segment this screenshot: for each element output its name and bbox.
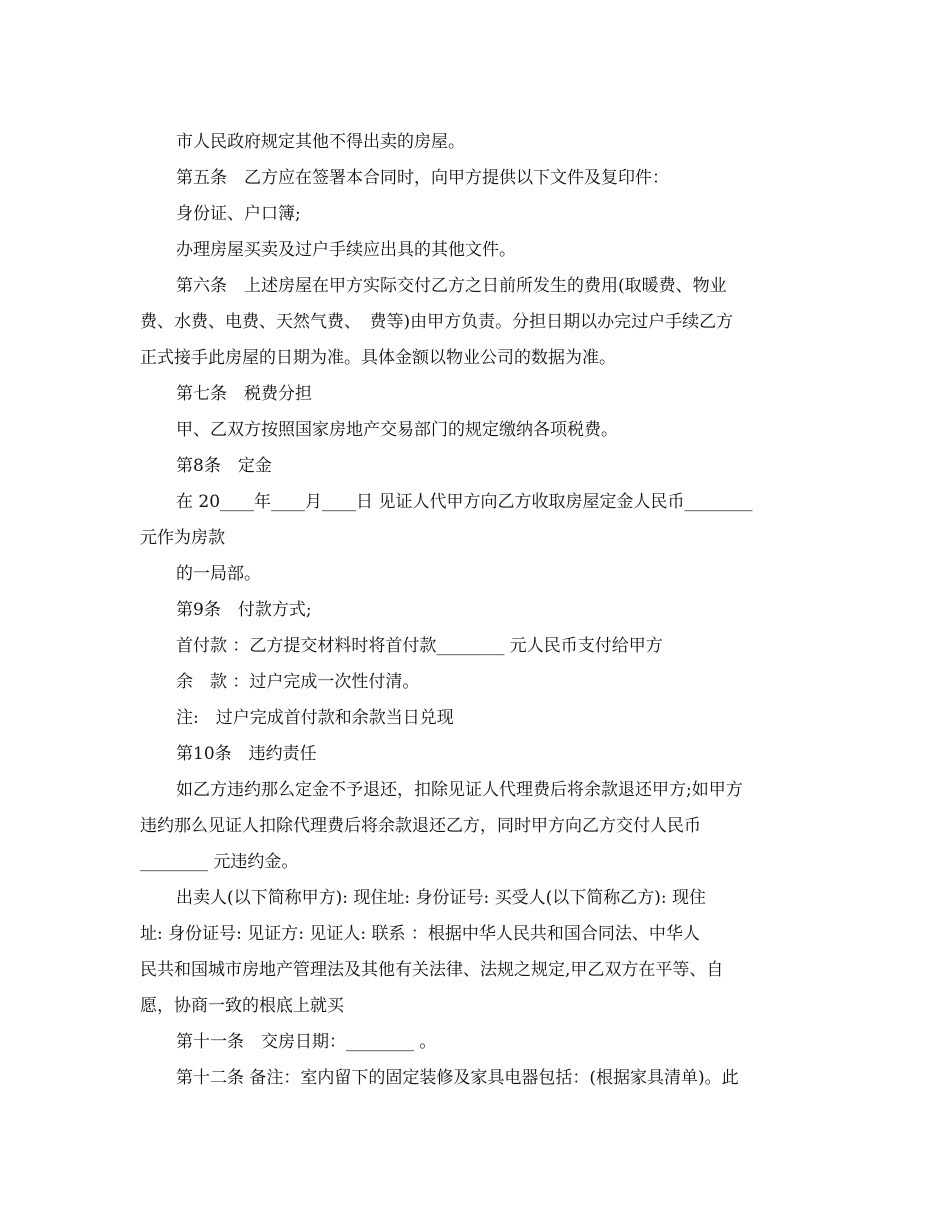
text-line: 余 款 ：过户完成一次性付清。 xyxy=(176,672,420,692)
article-9-heading: 第9条 付款方式; xyxy=(176,600,312,620)
text-line: 注: 过户完成首付款和余款当日兑现 xyxy=(176,708,454,728)
contract-text xyxy=(140,124,810,1096)
text-line: 愿，协商一致的根底上就买 xyxy=(140,996,344,1016)
article-6-heading: 第六条 上述房屋在甲方实际交付乙方之日前所发生的费用(取暖费、物业 xyxy=(176,276,727,296)
article-11-heading: 第十一条 交房日期：________ 。 xyxy=(176,1032,437,1052)
text-line: 身份证、户口簿; xyxy=(176,204,301,224)
article-5-heading: 第五条 乙方应在签署本合同时，向甲方提供以下文件及复印件： xyxy=(176,168,669,188)
text-line: 如乙方违约那么定金不予退还，扣除见证人代理费后将余款退还甲方;如甲方 xyxy=(176,780,743,800)
article-7-heading: 第七条 税费分担 xyxy=(176,384,312,404)
article-10-heading: 第10条 违约责任 xyxy=(176,744,317,764)
text-line: 出卖人(以下简称甲方): 现住址: 身份证号: 买受人(以下简称乙方): 现住 xyxy=(176,888,707,908)
text-line: 办理房屋买卖及过户手续应出具的其他文件。 xyxy=(176,240,516,260)
text-line: 违约那么见证人扣除代理费后将余款退还乙方，同时甲方向乙方交付人民币 xyxy=(140,816,701,836)
text-line: 正式接手此房屋的日期为准。具体金额以物业公司的数据为准。 xyxy=(140,348,616,368)
text-line: 费、水费、电费、天然气费、 费等)由甲方负责。分担日期以办完过户手续乙方 xyxy=(140,312,734,332)
article-12-heading: 第十二条 备注：室内留下的固定装修及家具电器包括：(根据家具清单)。此 xyxy=(176,1068,739,1088)
text-line: 元作为房款 xyxy=(140,528,225,548)
text-line: 的一局部。 xyxy=(176,564,261,584)
text-line: 民共和国城市房地产管理法及其他有关法律、法规之规定,甲乙双方在平等、自 xyxy=(140,960,724,980)
text-line: ________ 元违约金。 xyxy=(140,852,299,872)
text-line: 甲、乙双方按照国家房地产交易部门的规定缴纳各项税费。 xyxy=(176,420,618,440)
text-line: 址: 身份证号: 见证方: 见证人: 联系 ：根据中华人民共和国合同法、中华人 xyxy=(140,924,700,944)
text-line: 在 20____年____月____日 见证人代甲方向乙方收取房屋定金人民币________ xyxy=(176,492,753,512)
text-line: 市人民政府规定其他不得出卖的房屋。 xyxy=(176,132,465,152)
article-8-heading: 第8条 定金 xyxy=(176,456,272,476)
text-line: 首付款 ：乙方提交材料时将首付款________ 元人民币支付给甲方 xyxy=(176,636,663,656)
